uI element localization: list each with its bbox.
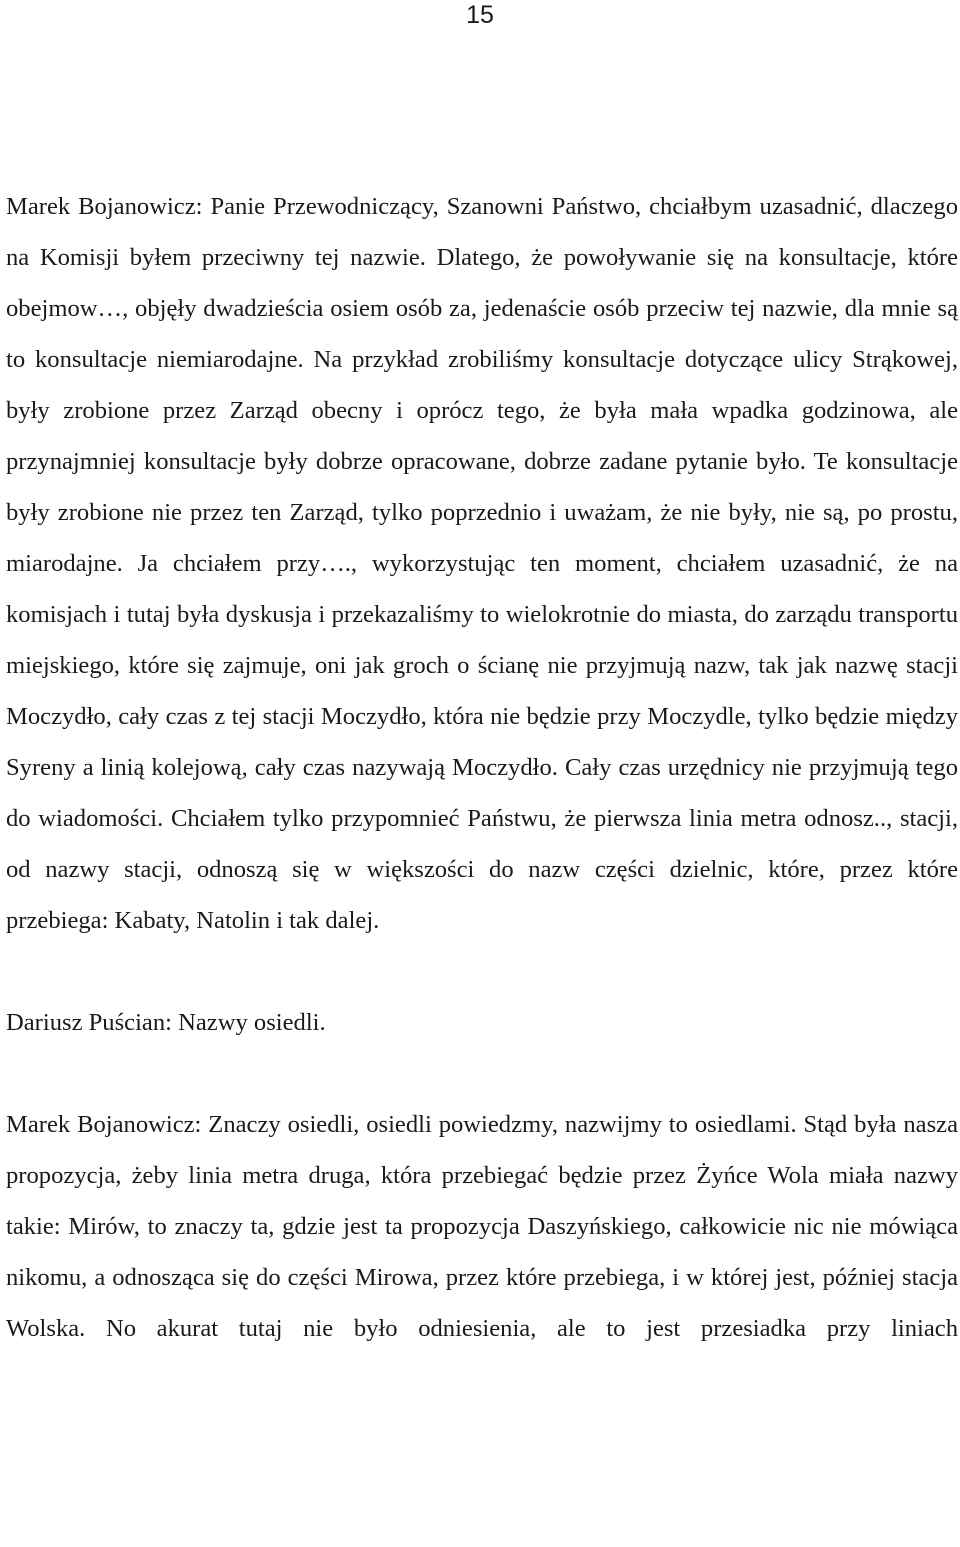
paragraph-gap — [6, 1048, 958, 1099]
paragraph-gap — [6, 946, 958, 997]
paragraph-last-line: przebiega: Kabaty, Natolin i tak dalej. — [6, 907, 380, 934]
paragraph-text: Panie Przewodniczący, Szanowni Państwo, chciałbym uzasadnić, dlaczego na Komisji byłem przeciwny tej nazwie. Dlatego, że powoływanie się na konsultacje, które obejmow…, objęły dwadzieścia osiem osób za, jedenaście osób przeciw tej nazwie, dla mnie są to konsultacje niemiarodajne. Na przykład zrobiliśmy konsultacje dotyczące ulicy Strąkowej, były zrobione przez Zarząd obecny i oprócz tego, że była mała wpadka godzinowa, ale przynajmniej konsultacje były dobrze opracowane, dobrze zadane pytanie było. Te konsultacje były zrobione nie przez ten Zarząd, tylko poprzednio i uważam, że nie były, nie są, po prostu, miarodajne. Ja chciałem przy…., wykorzystując ten moment, chciałem uzasadnić, że na komisjach i tutaj była dyskusja i przekazaliśmy to wielokrotnie do miasta, do zarządu transportu miejskiego, które się zajmuje, oni jak groch o ścianę nie przyjmują nazw, tak jak nazwę stacji Moczydło, cały czas z tej stacji Moczydło, która nie będzie przy Moczydle, tylko będzie między Syreny a linią kolejową, cały czas nazywają Moczydło. Cały czas urzędnicy nie przyjmują tego do wiadomości. Chciałem tylko przypomnieć Państwu, że pierwsza linia metra odnosz.., stacji, od nazwy stacji, odnoszą się w większości do nazw części dzielnic, które, przez które — [6, 193, 958, 883]
page-number: 15 — [466, 1, 494, 29]
paragraph-text: Marek Bojanowicz: Znaczy osiedli, osiedli powiedzmy, nazwijmy to osiedlami. Stąd była nasza propozycja, żeby linia metra druga, która przebiegać będzie przez Żyńce Wola miała nazwy takie: Mirów, to znaczy ta, gdzie jest ta propozycja Daszyńskiego, całkowicie nic nie mówiąca nikomu, a odnosząca się do części Mirowa, przez które przebiega, i w której jest, później stacja Wolska. No akurat tutaj nie było odniesienia, ale to jest przesiadka przy liniach — [6, 1111, 958, 1342]
paragraph-2 — [6, 997, 958, 1048]
document-body — [6, 181, 958, 1354]
paragraph-3 — [6, 1099, 958, 1354]
paragraph-1 — [6, 181, 958, 946]
paragraph-last-line: Dariusz Puścian: Nazwy osiedli. — [6, 1009, 326, 1036]
speaker-name: Marek Bojanowicz: — [6, 193, 203, 220]
